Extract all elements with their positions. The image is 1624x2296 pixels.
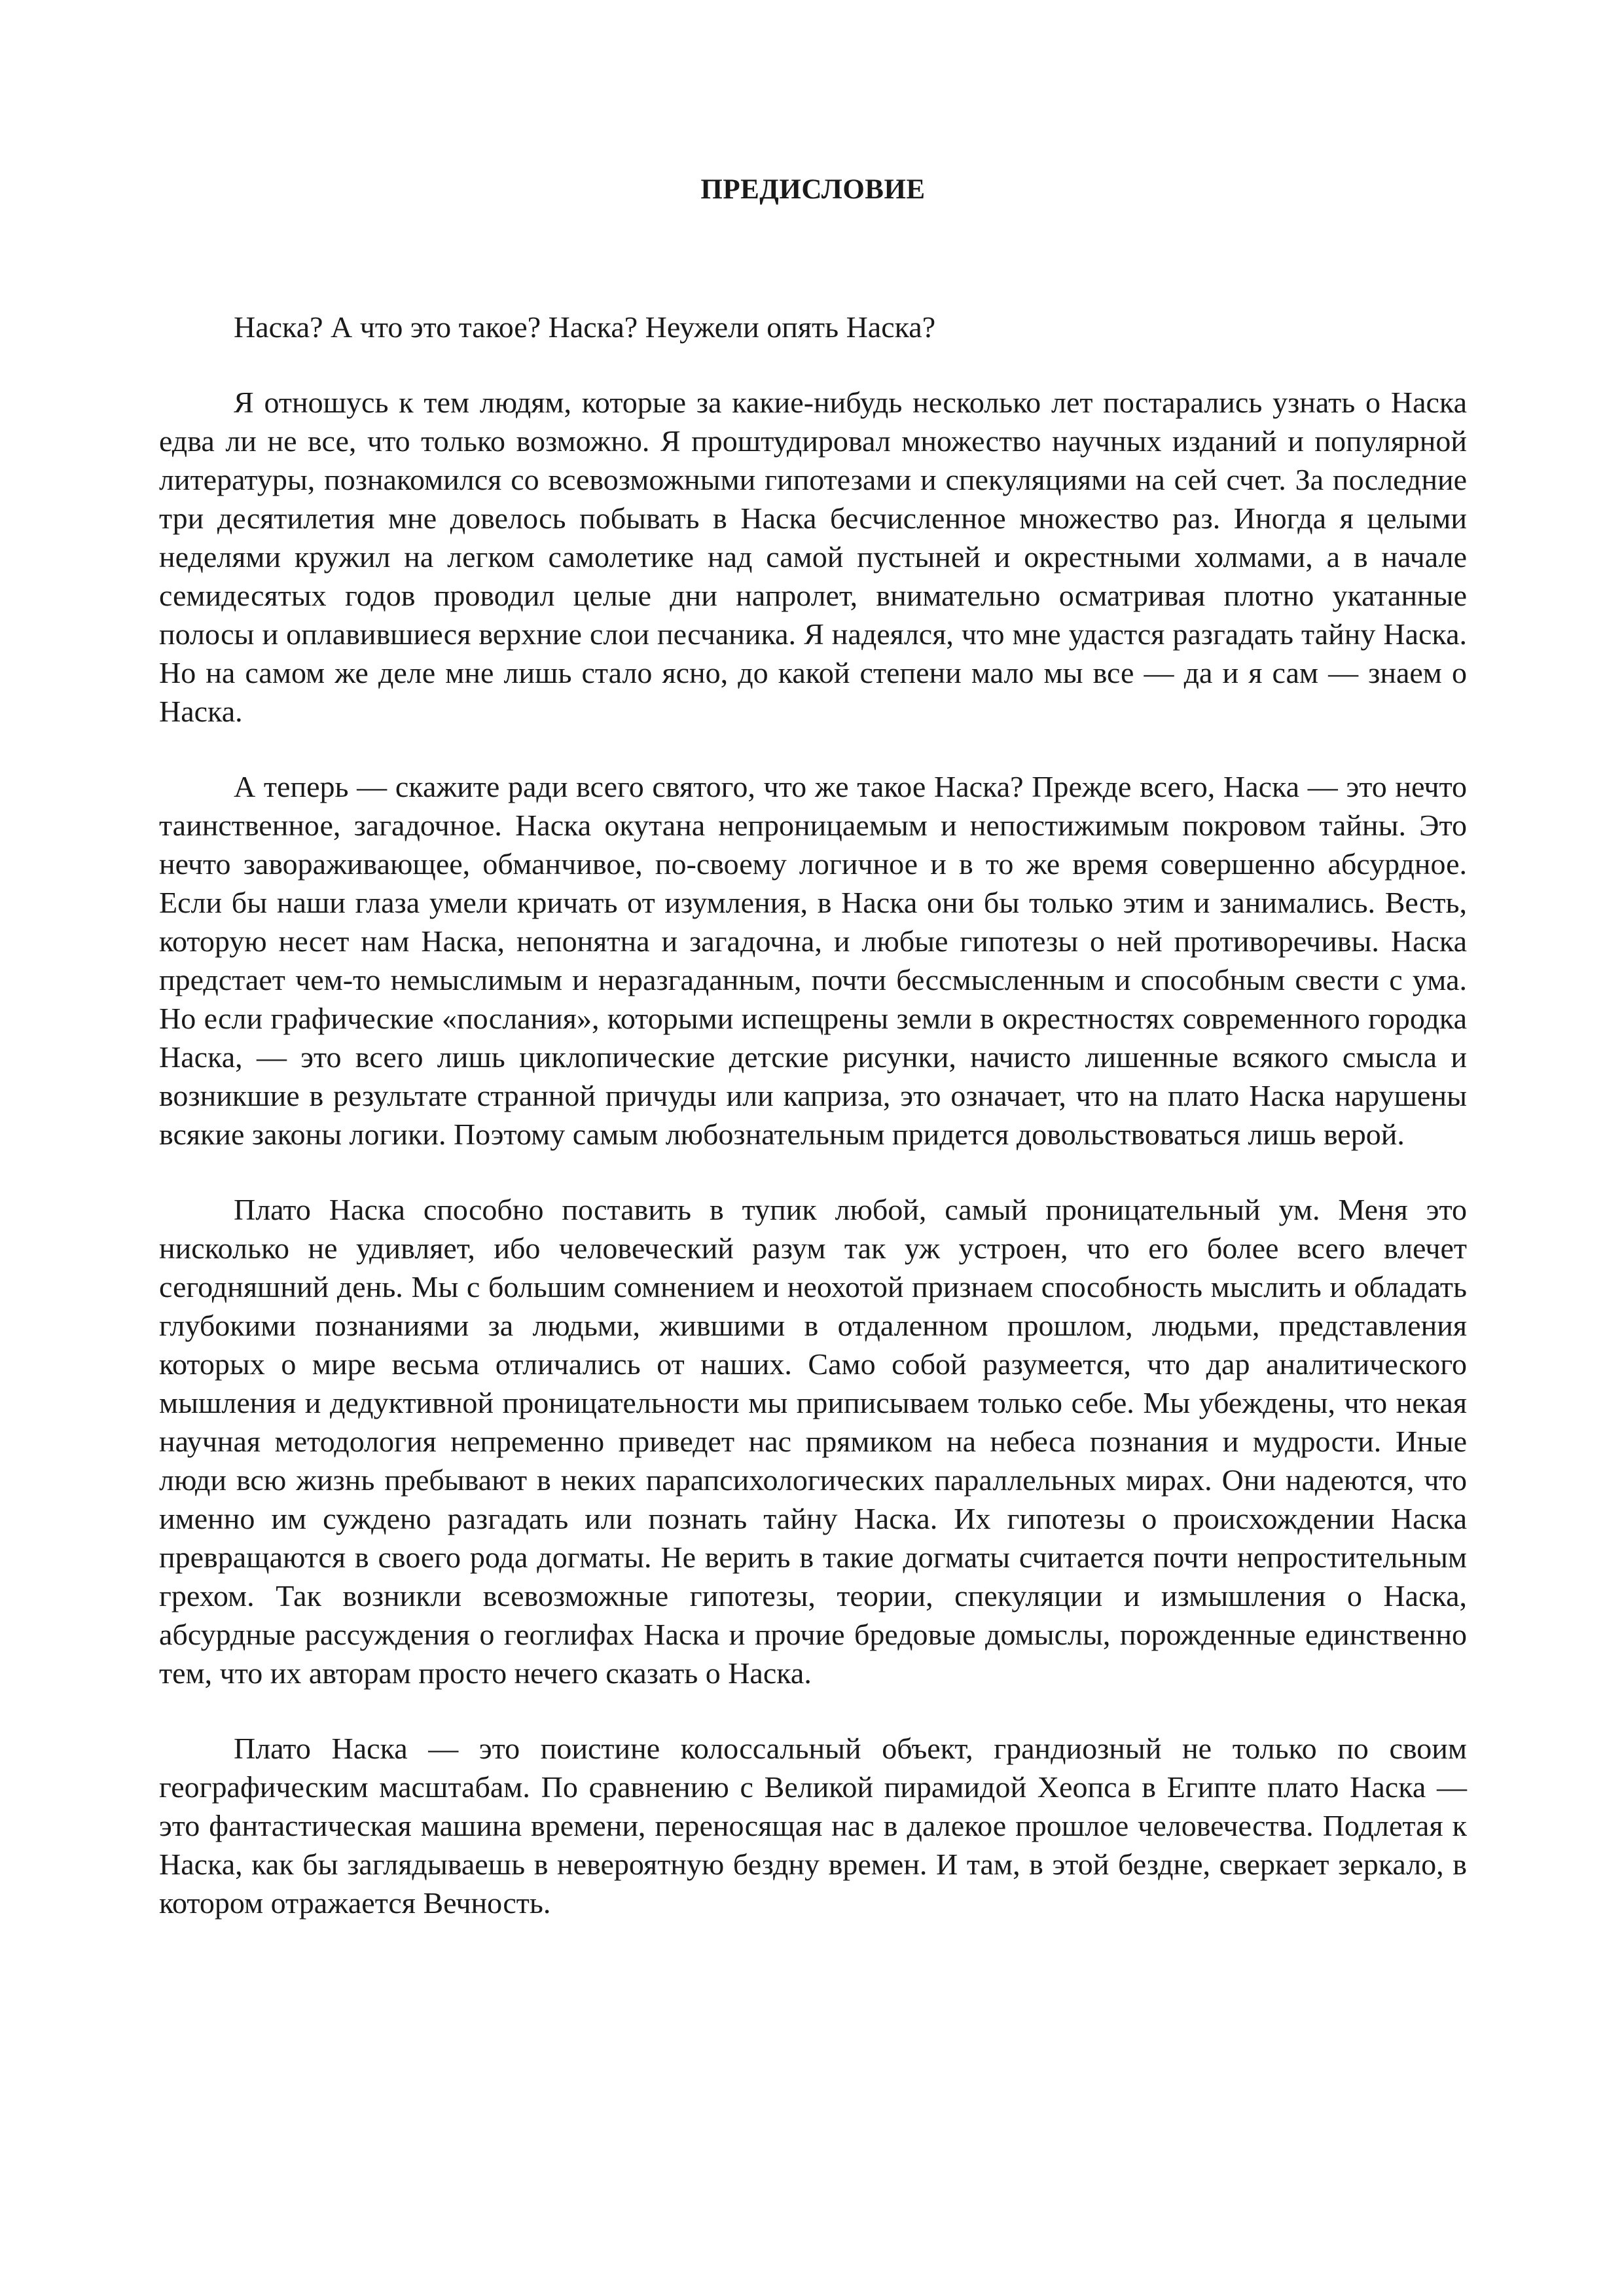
paragraph-4: Плато Наска способно поставить в тупик любой, самый проницательный ум. Меня это нисколько не удивляет, ибо человеческий разум так уж устроен, что его более всего влечет сегодняшний день. Мы с большим сомнением и неохотой признаем способность мыслить и обладать глубокими познаниями за людьми, жившими в отдаленном прошлом, людьми, представления которых о мире весьма отличались от наших. Само собой разумеется, что дар аналитического мышления и дедуктивной проницательности мы приписываем только себе. Мы убеждены, что некая научная методология непременно приведет нас прямиком на небеса познания и мудрости. Иные люди всю жизнь пребывают в неких парапсихологических параллельных мирах. Они надеются, что именно им суждено разгадать или познать тайну Наска. Их гипотезы о происхождении Наска превращаются в своего рода догматы. Не верить в такие догматы считается почти непростительным грехом. Так возникли всевозможные гипотезы, теории, спекуляции и измышления о Наска, абсурдные рассуждения о геоглифах Наска и прочие бредовые домыслы, порожденные единственно тем, что их авторам просто нечего сказать о Наска. [159, 1193, 1467, 1690]
document-body [159, 308, 1467, 1959]
paragraph-2: Я отношусь к тем людям, которые за какие-нибудь несколько лет постарались узнать о Наска едва ли не все, что только возможно. Я проштудировал множество научных изданий и популярной литературы, познакомился со всевозможными гипотезами и спекуляциями на сей счет. За последние три десятилетия мне довелось побывать в Наска бесчисленное множество раз. Иногда я целыми неделями кружил на легком самолетике над самой пустыней и окрестными холмами, а в начале семидесятых годов проводил целые дни напролет, внимательно осматривая плотно укатанные полосы и оплавившиеся верхние слои песчаника. Я надеялся, что мне удастся разгадать тайну Наска. Но на самом же деле мне лишь стало ясно, до какой степени мало мы все — да и я сам — знаем о Наска. [159, 386, 1467, 728]
document-page [159, 0, 1467, 2296]
page-title: ПРЕДИСЛОВИЕ [700, 174, 926, 205]
paragraph-5: Плато Наска — это поистине колоссальный объект, грандиозный не только по своим географическим масштабам. По сравнению с Великой пирамидой Хеопса в Египте плато Наска — это фантастическая машина времени, переносящая нас в далекое прошлое человечества. Подлетая к Наска, как бы заглядываешь в невероятную бездну времен. И там, в этой бездне, сверкает зеркало, в котором отражается Вечность. [159, 1732, 1467, 1920]
paragraph-3: А теперь — скажите ради всего святого, что же такое Наска? Прежде всего, Наска — это нечто таинственное, загадочное. Наска окутана непроницаемым и непостижимым покровом тайны. Это нечто завораживающее, обманчивое, по-своему логичное и в то же время совершенно абсурдное. Если бы наши глаза умели кричать от изумления, в Наска они бы только этим и занимались. Весть, которую несет нам Наска, непонятна и загадочна, и любые гипотезы о ней противоречивы. Наска предстает чем-то немыслимым и неразгаданным, почти бессмысленным и способным свести с ума. Но если графические «послания», которыми испещрены земли в окрестностях современного городка Наска, — это всего лишь циклопические детские рисунки, начисто лишенные всякого смысла и возникшие в результате странной причуды или каприза, это означает, что на плато Наска нарушены всякие законы логики. Поэтому самым любознательным придется довольствоваться лишь верой. [159, 770, 1467, 1151]
paragraph-1: Наска? А что это такое? Наска? Неужели опять Наска? [234, 310, 936, 344]
